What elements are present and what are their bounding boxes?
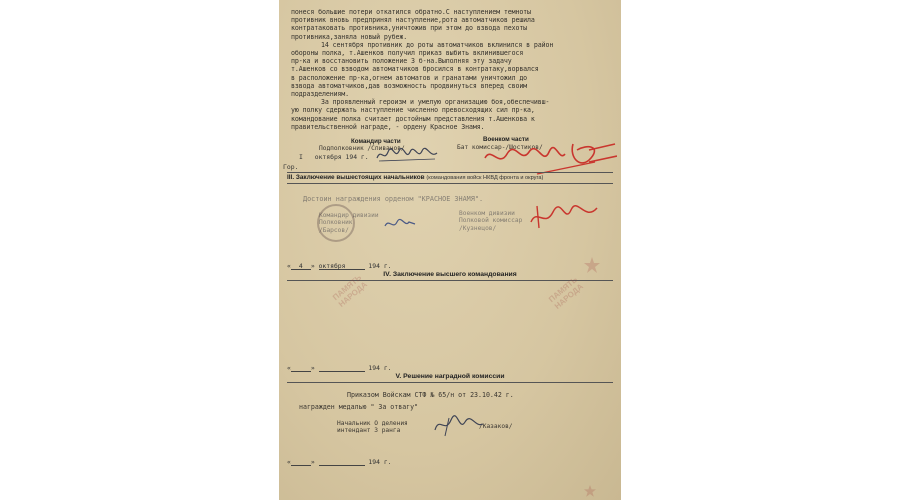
text-line: подразделениям. — [291, 90, 350, 99]
text-line: т.Ашенков со взводом автоматчиков бросился в контратаку,ворвался — [291, 65, 539, 74]
text-line: противника,заняла новый рубеж. — [291, 32, 408, 41]
right-sig-rank: Полковой комиссар — [459, 217, 523, 225]
text-line: За проявленный героизм и умелую организацию боя,обеспечивш- — [321, 98, 550, 107]
text-line: понеся большие потери откатился обратно.С наступлением темноты — [291, 8, 531, 16]
text-line: командование полка считает достойным представления т.Ашенкова к — [291, 114, 535, 123]
section-3-date-year: 194 — [368, 262, 380, 270]
date-suffix: г. — [360, 153, 369, 161]
text-line: контратаковать противника,уничтожив при этом до взвода пехоты — [291, 24, 528, 33]
left-sig-name: /Барсов/ — [319, 226, 349, 234]
text-line: обороны полка, т.Ашенков получил приказ выбить вклинившегося — [291, 49, 524, 58]
round-stamp-icon — [317, 204, 355, 242]
section-5-signature — [337, 420, 408, 435]
section-5-date: « » 194 г. — [287, 458, 392, 466]
commander-signature-icon — [375, 146, 439, 164]
commission-signature-icon — [431, 412, 487, 438]
watermark: ПАМЯТЬ НАРОДА — [546, 274, 585, 311]
text-line: в расположение пр-ка,огнем автоматов и гранатами уничтожил до — [291, 73, 528, 82]
place-label: Гор. — [283, 163, 299, 171]
section-3-title: III. Заключение вышестоящих начальников — [287, 174, 425, 181]
section-4-title: IV. Заключение высшего командования — [383, 271, 517, 278]
text-line: ую полку сдержать наступление численно превосходящих сил пр-ка, — [291, 106, 535, 115]
section-3-decision: Достоин награждения орденом "КРАСНОЕ ЗНАМЯ". — [303, 195, 484, 203]
text-line: правительственной награде, - ордену Красное Знамя. — [291, 122, 485, 131]
commander-label: Командир части — [351, 138, 401, 145]
signature-date — [289, 153, 369, 161]
section-5-order: Приказом Войскам СТФ № 65/н от 23.10.42 г. — [347, 391, 514, 399]
section-4-date-year: 194 — [368, 364, 380, 372]
section-4-date-suffix: г. — [383, 364, 392, 372]
commander-name: Подполковник /Спиванов/ — [319, 145, 405, 152]
star-emblem-icon — [583, 484, 597, 498]
section-5-sig-rank: интендант 3 ранга — [337, 427, 401, 435]
right-sig-name: /Кузнецов/ — [459, 224, 497, 232]
section-5-date-year: 194 — [368, 458, 380, 466]
date-month: октября 194 — [314, 153, 358, 161]
section-3-date-month: октября — [319, 262, 365, 270]
left-sig-title: Командир дивизии — [319, 212, 379, 219]
section-5-header — [287, 372, 613, 383]
division-commissar-signature-icon — [527, 202, 601, 232]
section-5-sig-name: /Казаков/ — [479, 423, 513, 430]
section-5-award: награжден медалью " За отвагу" — [299, 403, 419, 411]
section-3-date-day: 4 — [291, 262, 311, 270]
section-3-header — [287, 172, 613, 184]
section-4-header — [287, 270, 613, 281]
left-sig-rank: Полковник — [319, 219, 353, 227]
date-day: I — [299, 153, 303, 161]
star-emblem-icon — [583, 256, 601, 274]
text-line: противник вновь предпринял наступление,рота автоматчиков решила — [291, 16, 535, 25]
section-3-date-suffix: г. — [383, 262, 392, 270]
text-line: 14 сентября противник до роты автоматчиков вклинился в район — [321, 40, 554, 49]
section-5-sig-title: Начальник О деления — [337, 420, 408, 427]
text-line: взвода автоматчиков,дав возможность продвинуться вперед своим — [291, 81, 528, 90]
section-5-title: V. Решение наградной комиссии — [395, 373, 505, 380]
commissar-label: Военком части — [483, 136, 529, 143]
section-5-date-suffix: г. — [383, 458, 392, 466]
award-text-block — [291, 8, 613, 131]
section-4-date: « » 194 г. — [287, 364, 392, 372]
document-page — [279, 0, 621, 500]
section-3-right-signature — [459, 210, 522, 232]
division-commander-signature-icon — [383, 216, 417, 232]
commissar-name: Бат комиссар-/Шостиков/ — [457, 144, 543, 151]
watermark: ПАМЯТЬ НАРОДА — [330, 272, 369, 309]
right-sig-title: Военком дивизии — [459, 210, 515, 217]
section-3-date: « 4 » октября 194 г. — [287, 262, 392, 270]
text-line: пр-ка и восстановить положение 3 б-на.Выполняя эту задачу — [291, 57, 512, 66]
section-3-subtitle: (командования войск НКВД фронта и округа) — [426, 175, 544, 181]
